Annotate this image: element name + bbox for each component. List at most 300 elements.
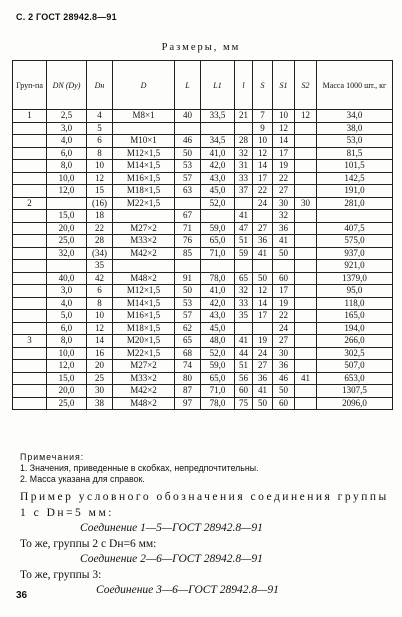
cell-mass: 101,5 (317, 160, 393, 173)
cell-group: 2 (13, 197, 47, 210)
cell-l: 65 (235, 272, 253, 285)
cell-L: 68 (175, 347, 201, 360)
table-row (13, 110, 393, 123)
cell-l: 60 (235, 385, 253, 398)
cell-S: 22 (253, 185, 273, 198)
cell-S: 36 (253, 372, 273, 385)
cell-d: M8×1 (113, 110, 175, 123)
col-group: Груп-па (13, 61, 47, 110)
cell-l: 33 (235, 297, 253, 310)
cell-S1: 50 (273, 385, 295, 398)
cell-L1: 42,0 (201, 160, 235, 173)
cell-group (13, 397, 47, 410)
cell-S: 10 (253, 135, 273, 148)
cell-dn: 10,0 (47, 172, 87, 185)
col-S2: S2 (295, 61, 317, 110)
cell-d: M12×1,5 (113, 285, 175, 298)
cell-L1: 43,0 (201, 172, 235, 185)
cell-S2 (295, 247, 317, 260)
col-dh: Dн (87, 61, 113, 110)
notes (20, 452, 259, 485)
cell-S (253, 210, 273, 223)
col-L1: L1 (201, 61, 235, 110)
table-row (13, 197, 393, 210)
table-row (13, 160, 393, 173)
cell-S: 7 (253, 110, 273, 123)
table-row (13, 360, 393, 373)
note-1: 1. Значения, приведенные в скобках, непредпочтительны. (20, 463, 259, 473)
cell-group (13, 222, 47, 235)
cell-dh: 18 (87, 210, 113, 223)
cell-dn: 5,0 (47, 310, 87, 323)
cell-S: 36 (253, 235, 273, 248)
cell-L1: 43,0 (201, 310, 235, 323)
cell-d: M27×2 (113, 360, 175, 373)
table-row (13, 272, 393, 285)
cell-mass: 194,0 (317, 322, 393, 335)
cell-dh: (34) (87, 247, 113, 260)
page-number: 36 (16, 590, 28, 601)
cell-l: 41 (235, 210, 253, 223)
cell-mass: 191,0 (317, 185, 393, 198)
cell-group (13, 247, 47, 260)
cell-dn: 25,0 (47, 235, 87, 248)
cell-dh: 28 (87, 235, 113, 248)
cell-S1: 50 (273, 247, 295, 260)
cell-L: 57 (175, 310, 201, 323)
cell-S2 (295, 360, 317, 373)
cell-S2 (295, 185, 317, 198)
cell-dh: 10 (87, 310, 113, 323)
cell-dh: 16 (87, 347, 113, 360)
cell-d: M42×2 (113, 385, 175, 398)
cell-L1: 65,0 (201, 372, 235, 385)
cell-S2 (295, 172, 317, 185)
note-2: 2. Масса указана для справок. (20, 474, 145, 484)
cell-L1: 78,0 (201, 272, 235, 285)
cell-dn: 8,0 (47, 335, 87, 348)
table-row (13, 247, 393, 260)
cell-dh: 6 (87, 285, 113, 298)
cell-l (235, 197, 253, 210)
cell-L: 50 (175, 285, 201, 298)
cell-dn: 10,0 (47, 347, 87, 360)
cell-S1: 19 (273, 160, 295, 173)
cell-mass: 507,0 (317, 360, 393, 373)
cell-L: 76 (175, 235, 201, 248)
cell-d (113, 210, 175, 223)
cell-dn: 6,0 (47, 147, 87, 160)
cell-L1: 78,0 (201, 397, 235, 410)
cell-L: 85 (175, 247, 201, 260)
cell-d: M42×2 (113, 247, 175, 260)
cell-L (175, 260, 201, 273)
cell-S2 (295, 322, 317, 335)
cell-mass: 53,0 (317, 135, 393, 148)
cell-d: M12×1,5 (113, 147, 175, 160)
cell-S2 (295, 347, 317, 360)
cell-S: 24 (253, 197, 273, 210)
cell-L: 80 (175, 372, 201, 385)
cell-dh: 38 (87, 397, 113, 410)
table-row (13, 135, 393, 148)
cell-L (175, 197, 201, 210)
cell-group (13, 160, 47, 173)
cell-L1: 48,0 (201, 335, 235, 348)
cell-L: 62 (175, 322, 201, 335)
cell-S: 17 (253, 310, 273, 323)
cell-dh: 30 (87, 385, 113, 398)
cell-group: 3 (13, 335, 47, 348)
table-row (13, 397, 393, 410)
cell-L (175, 122, 201, 135)
designation-1: Соединение 1—5—ГОСТ 28942.8—91 (80, 522, 263, 534)
cell-l: 31 (235, 160, 253, 173)
cell-l: 47 (235, 222, 253, 235)
cell-dn: 20,0 (47, 222, 87, 235)
cell-S2 (295, 297, 317, 310)
cell-dh: 25 (87, 372, 113, 385)
cell-l: 56 (235, 372, 253, 385)
table-row (13, 260, 393, 273)
cell-L: 91 (175, 272, 201, 285)
cell-dh: 6 (87, 135, 113, 148)
cell-dn: 3,0 (47, 285, 87, 298)
cell-S1 (273, 260, 295, 273)
cell-mass: 118,0 (317, 297, 393, 310)
cell-dh: 10 (87, 160, 113, 173)
cell-L1: 59,0 (201, 360, 235, 373)
cell-L1: 45,0 (201, 185, 235, 198)
cell-mass: 142,5 (317, 172, 393, 185)
table-row (13, 122, 393, 135)
col-L: L (175, 61, 201, 110)
cell-l: 59 (235, 247, 253, 260)
cell-L: 57 (175, 172, 201, 185)
col-mass: Масса 1000 шт., кг (317, 61, 393, 110)
cell-L: 53 (175, 297, 201, 310)
cell-group (13, 322, 47, 335)
cell-group (13, 135, 47, 148)
cell-S2 (295, 260, 317, 273)
cell-mass: 281,0 (317, 197, 393, 210)
cell-mass: 1379,0 (317, 272, 393, 285)
cell-dh: 42 (87, 272, 113, 285)
cell-S: 50 (253, 272, 273, 285)
cell-dn: 4,0 (47, 135, 87, 148)
cell-L: 65 (175, 335, 201, 348)
cell-L1 (201, 260, 235, 273)
cell-S2 (295, 135, 317, 148)
cell-dn: 4,0 (47, 297, 87, 310)
cell-S1: 36 (273, 222, 295, 235)
table-caption: Размеры, мм (161, 42, 241, 53)
cell-L: 97 (175, 397, 201, 410)
cell-S1: 17 (273, 285, 295, 298)
cell-L1: 41,0 (201, 285, 235, 298)
cell-l: 44 (235, 347, 253, 360)
cell-S2 (295, 160, 317, 173)
cell-S1: 14 (273, 135, 295, 148)
cell-dn: 6,0 (47, 322, 87, 335)
cell-l (235, 322, 253, 335)
cell-d: M33×2 (113, 372, 175, 385)
cell-group (13, 360, 47, 373)
table-row (13, 297, 393, 310)
cell-mass: 407,5 (317, 222, 393, 235)
cell-S2 (295, 285, 317, 298)
cell-group (13, 172, 47, 185)
cell-S2 (295, 385, 317, 398)
table-row (13, 147, 393, 160)
cell-d: M33×2 (113, 235, 175, 248)
cell-S: 41 (253, 247, 273, 260)
cell-mass: 2096,0 (317, 397, 393, 410)
cell-S1: 30 (273, 197, 295, 210)
table-row (13, 222, 393, 235)
cell-dh: 8 (87, 147, 113, 160)
cell-L: 46 (175, 135, 201, 148)
cell-dn: 12,0 (47, 185, 87, 198)
cell-dh: 22 (87, 222, 113, 235)
cell-d: M14×1,5 (113, 160, 175, 173)
cell-S1: 36 (273, 360, 295, 373)
col-S1: S1 (273, 61, 295, 110)
cell-d: M22×1,5 (113, 347, 175, 360)
cell-d: M20×1,5 (113, 335, 175, 348)
cell-S2 (295, 310, 317, 323)
cell-mass: 38,0 (317, 122, 393, 135)
cell-mass: 302,5 (317, 347, 393, 360)
cell-dh: 15 (87, 185, 113, 198)
cell-mass: 921,0 (317, 260, 393, 273)
cell-dn: 15,0 (47, 210, 87, 223)
cell-mass: 1307,5 (317, 385, 393, 398)
cell-S1: 19 (273, 297, 295, 310)
cell-S1: 27 (273, 335, 295, 348)
cell-L: 71 (175, 222, 201, 235)
cell-dn: 12,0 (47, 360, 87, 373)
table-body (13, 110, 393, 410)
table-header-row (13, 61, 393, 110)
cell-L1: 52,0 (201, 197, 235, 210)
cell-group (13, 147, 47, 160)
cell-S1: 41 (273, 235, 295, 248)
cell-mass: 937,0 (317, 247, 393, 260)
cell-d: M27×2 (113, 222, 175, 235)
cell-S2: 30 (295, 197, 317, 210)
cell-S1: 17 (273, 147, 295, 160)
table-row (13, 285, 393, 298)
cell-S1: 22 (273, 310, 295, 323)
cell-S1: 12 (273, 122, 295, 135)
notes-heading: Примечания: (20, 452, 85, 462)
cell-S1: 32 (273, 210, 295, 223)
cell-d: M16×1,5 (113, 172, 175, 185)
cell-d: M10×1 (113, 135, 175, 148)
cell-group (13, 385, 47, 398)
cell-mass: 81,5 (317, 147, 393, 160)
cell-d: M18×1,5 (113, 322, 175, 335)
cell-l: 35 (235, 310, 253, 323)
cell-S1: 10 (273, 110, 295, 123)
cell-d: M18×1,5 (113, 185, 175, 198)
cell-dh: (16) (87, 197, 113, 210)
cell-d: M16×1,5 (113, 310, 175, 323)
cell-group (13, 372, 47, 385)
table-row (13, 172, 393, 185)
cell-mass: 34,0 (317, 110, 393, 123)
dimensions-table (12, 60, 393, 410)
cell-l (235, 122, 253, 135)
table-row (13, 185, 393, 198)
cell-l: 51 (235, 235, 253, 248)
cell-S1: 22 (273, 172, 295, 185)
cell-S: 50 (253, 397, 273, 410)
cell-mass: 165,0 (317, 310, 393, 323)
cell-l: 33 (235, 172, 253, 185)
col-dn: DN (Dу) (47, 61, 87, 110)
table-row (13, 347, 393, 360)
cell-S2: 41 (295, 372, 317, 385)
cell-dh: 12 (87, 172, 113, 185)
cell-L1: 71,0 (201, 247, 235, 260)
cell-L1: 52,0 (201, 347, 235, 360)
cell-S2 (295, 147, 317, 160)
cell-L: 50 (175, 147, 201, 160)
cell-dn: 32,0 (47, 247, 87, 260)
cell-S: 24 (253, 347, 273, 360)
designation-3: Соединение 3—6—ГОСТ 28942.8—91 (96, 584, 279, 596)
col-S: S (253, 61, 273, 110)
cell-S: 14 (253, 160, 273, 173)
cell-S2: 12 (295, 110, 317, 123)
cell-dh: 14 (87, 335, 113, 348)
cell-mass: 95,0 (317, 285, 393, 298)
cell-L1: 42,0 (201, 297, 235, 310)
cell-S: 9 (253, 122, 273, 135)
cell-S2 (295, 335, 317, 348)
cell-d: M48×2 (113, 397, 175, 410)
cell-L: 63 (175, 185, 201, 198)
cell-L1: 59,0 (201, 222, 235, 235)
cell-group (13, 210, 47, 223)
cell-S (253, 322, 273, 335)
cell-mass: 266,0 (317, 335, 393, 348)
cell-L1: 45,0 (201, 322, 235, 335)
example-intro: Пример условного обозначения соединения группы 1 с Dн=5 мм: (20, 491, 389, 519)
table-row (13, 235, 393, 248)
cell-l: 37 (235, 185, 253, 198)
cell-S: 14 (253, 297, 273, 310)
cell-group (13, 297, 47, 310)
cell-dn (47, 197, 87, 210)
cell-mass: 575,0 (317, 235, 393, 248)
designation-2: Соединение 2—6—ГОСТ 28942.8—91 (80, 553, 263, 565)
cell-dh: 4 (87, 110, 113, 123)
cell-L: 87 (175, 385, 201, 398)
cell-d: M14×1,5 (113, 297, 175, 310)
cell-group (13, 260, 47, 273)
cell-dn: 8,0 (47, 160, 87, 173)
col-l: l (235, 61, 253, 110)
cell-l: 75 (235, 397, 253, 410)
cell-d (113, 260, 175, 273)
cell-S: 12 (253, 285, 273, 298)
designation-example (20, 490, 390, 599)
cell-S1: 60 (273, 272, 295, 285)
cell-L: 53 (175, 160, 201, 173)
cell-l: 32 (235, 285, 253, 298)
cell-l: 32 (235, 147, 253, 160)
cell-mass (317, 210, 393, 223)
cell-dh: 35 (87, 260, 113, 273)
cell-S1: 60 (273, 397, 295, 410)
cell-l: 21 (235, 110, 253, 123)
cell-dn: 2,5 (47, 110, 87, 123)
cell-group (13, 185, 47, 198)
cell-L1: 33,5 (201, 110, 235, 123)
cell-L1: 41,0 (201, 147, 235, 160)
cell-d: M48×2 (113, 272, 175, 285)
cell-group (13, 235, 47, 248)
cell-group (13, 285, 47, 298)
cell-dn: 20,0 (47, 385, 87, 398)
cell-group: 1 (13, 110, 47, 123)
cell-S2 (295, 122, 317, 135)
cell-S: 27 (253, 222, 273, 235)
cell-S1: 24 (273, 322, 295, 335)
cell-S1: 27 (273, 185, 295, 198)
cell-L1: 71,0 (201, 385, 235, 398)
cell-S2 (295, 272, 317, 285)
cell-L: 74 (175, 360, 201, 373)
table-row (13, 335, 393, 348)
cell-dh: 5 (87, 122, 113, 135)
cell-L1 (201, 210, 235, 223)
example-same-3: То же, группы 3: (20, 568, 102, 581)
cell-dh: 20 (87, 360, 113, 373)
example-same-2: То же, группы 2 с Dн=6 мм: (20, 537, 157, 550)
cell-dn (47, 260, 87, 273)
cell-group (13, 122, 47, 135)
cell-dn: 25,0 (47, 397, 87, 410)
cell-S2 (295, 235, 317, 248)
cell-S1: 30 (273, 347, 295, 360)
table-row (13, 310, 393, 323)
cell-mass: 653,0 (317, 372, 393, 385)
cell-l: 51 (235, 360, 253, 373)
cell-S: 41 (253, 385, 273, 398)
cell-d: M22×1,5 (113, 197, 175, 210)
cell-group (13, 347, 47, 360)
table-row (13, 322, 393, 335)
cell-S: 19 (253, 335, 273, 348)
cell-dn: 40,0 (47, 272, 87, 285)
cell-dn: 15,0 (47, 372, 87, 385)
cell-dn: 3,0 (47, 122, 87, 135)
cell-group (13, 272, 47, 285)
cell-L1: 34,5 (201, 135, 235, 148)
cell-S: 27 (253, 360, 273, 373)
cell-S2 (295, 397, 317, 410)
cell-l (235, 260, 253, 273)
cell-l: 28 (235, 135, 253, 148)
cell-S2 (295, 210, 317, 223)
cell-d (113, 122, 175, 135)
table-row (13, 210, 393, 223)
cell-L: 40 (175, 110, 201, 123)
